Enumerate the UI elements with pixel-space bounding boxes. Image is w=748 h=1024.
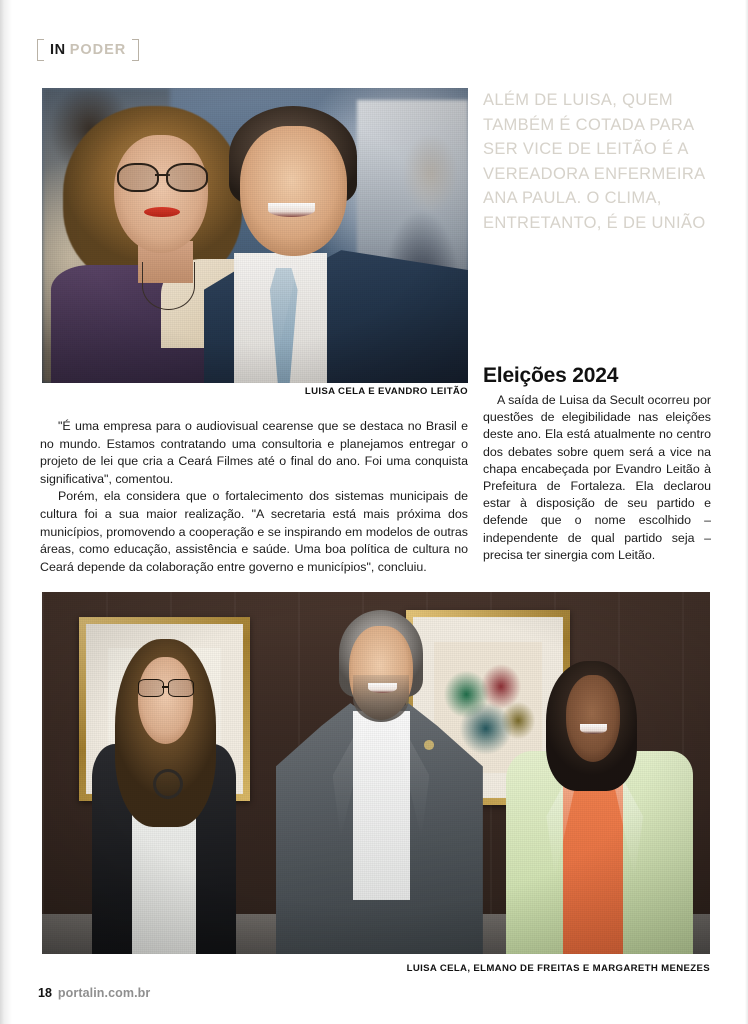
page-spine-shadow xyxy=(0,0,12,1024)
eyeglasses-icon xyxy=(138,679,194,695)
person2-lapel-pin xyxy=(424,740,434,749)
section-kicker xyxy=(37,38,139,62)
sidebar-heading: Eleições 2024 xyxy=(483,364,619,387)
man-face xyxy=(240,126,347,256)
kicker-brand: IN xyxy=(50,42,66,58)
bracket-right-icon xyxy=(132,39,139,61)
eyeglasses-icon xyxy=(117,163,209,188)
person2-smile xyxy=(368,683,397,693)
man-smile xyxy=(268,203,315,217)
page-number: 18 xyxy=(38,986,52,1000)
woman-face xyxy=(114,135,208,253)
person1-face xyxy=(138,657,193,744)
main-body-text xyxy=(40,418,468,576)
person3-smile xyxy=(580,724,607,733)
pull-quote: ALÉM DE LUISA, QUEM TAMBÉM É COTADA PARA SER VICE DE LEITÃO É A VEREADORA ENFERMEIRA ANA PAULA. O CLIMA, ENTRETANTO, É DE UNIÃO xyxy=(483,91,706,232)
caption-photo-bottom: LUISA CELA, ELMANO DE FREITAS E MARGARETH MENEZES xyxy=(406,963,710,974)
sidebar-body-text: A saída de Luisa da Secult ocorreu por questões de elegibilidade nas eleições deste ano. Ela está atualmente no centro dos debates sobre quem será a vice na chapa encabeçada por Evandro Leitão à Prefeitura de Fortaleza. Ela declarou estar à disposição de seu partido e defende que o nome escolhido – independente de qual partido seja – precisa ter sinergia com Leitão. xyxy=(483,393,711,562)
photo-top-content xyxy=(42,88,468,383)
body-paragraph: Porém, ela considera que o fortalecimento dos sistemas municipais de cultura foi a sua maior realização. "A secretaria está mais próxima dos municípios, promovendo a cooperação e se inspirando em modelos de outras áreas, como educação, assistência e saúde. Uma boa política de cultura no Ceará depende da colaboração entre governo e municípios", concluiu. xyxy=(40,489,468,574)
footer-site-url: portalin.com.br xyxy=(57,986,151,1000)
photo-luisa-evandro xyxy=(42,88,468,383)
photo-luisa-elmano-margareth xyxy=(42,592,710,954)
body-paragraph: "É uma empresa para o audiovisual cearense que se destaca no Brasil e no mundo. Estamos contratando uma consultoria e planejamos entregar o projeto de lei que cria a Ceará Filmes até o final do ano. Foi uma conquista significativa", comentou. xyxy=(40,419,468,486)
bracket-left-icon xyxy=(37,39,44,61)
lens-left xyxy=(138,679,164,697)
page-footer xyxy=(38,986,150,1000)
caption-photo-top: LUISA CELA E EVANDRO LEITÃO xyxy=(304,386,468,397)
lens-right xyxy=(168,679,194,697)
kicker-section: PODER xyxy=(69,42,127,58)
person1-pendant xyxy=(153,769,183,799)
lens-left xyxy=(117,163,159,192)
photo-bottom-content xyxy=(42,592,710,954)
lens-right xyxy=(166,163,208,192)
person3-face xyxy=(566,675,621,762)
